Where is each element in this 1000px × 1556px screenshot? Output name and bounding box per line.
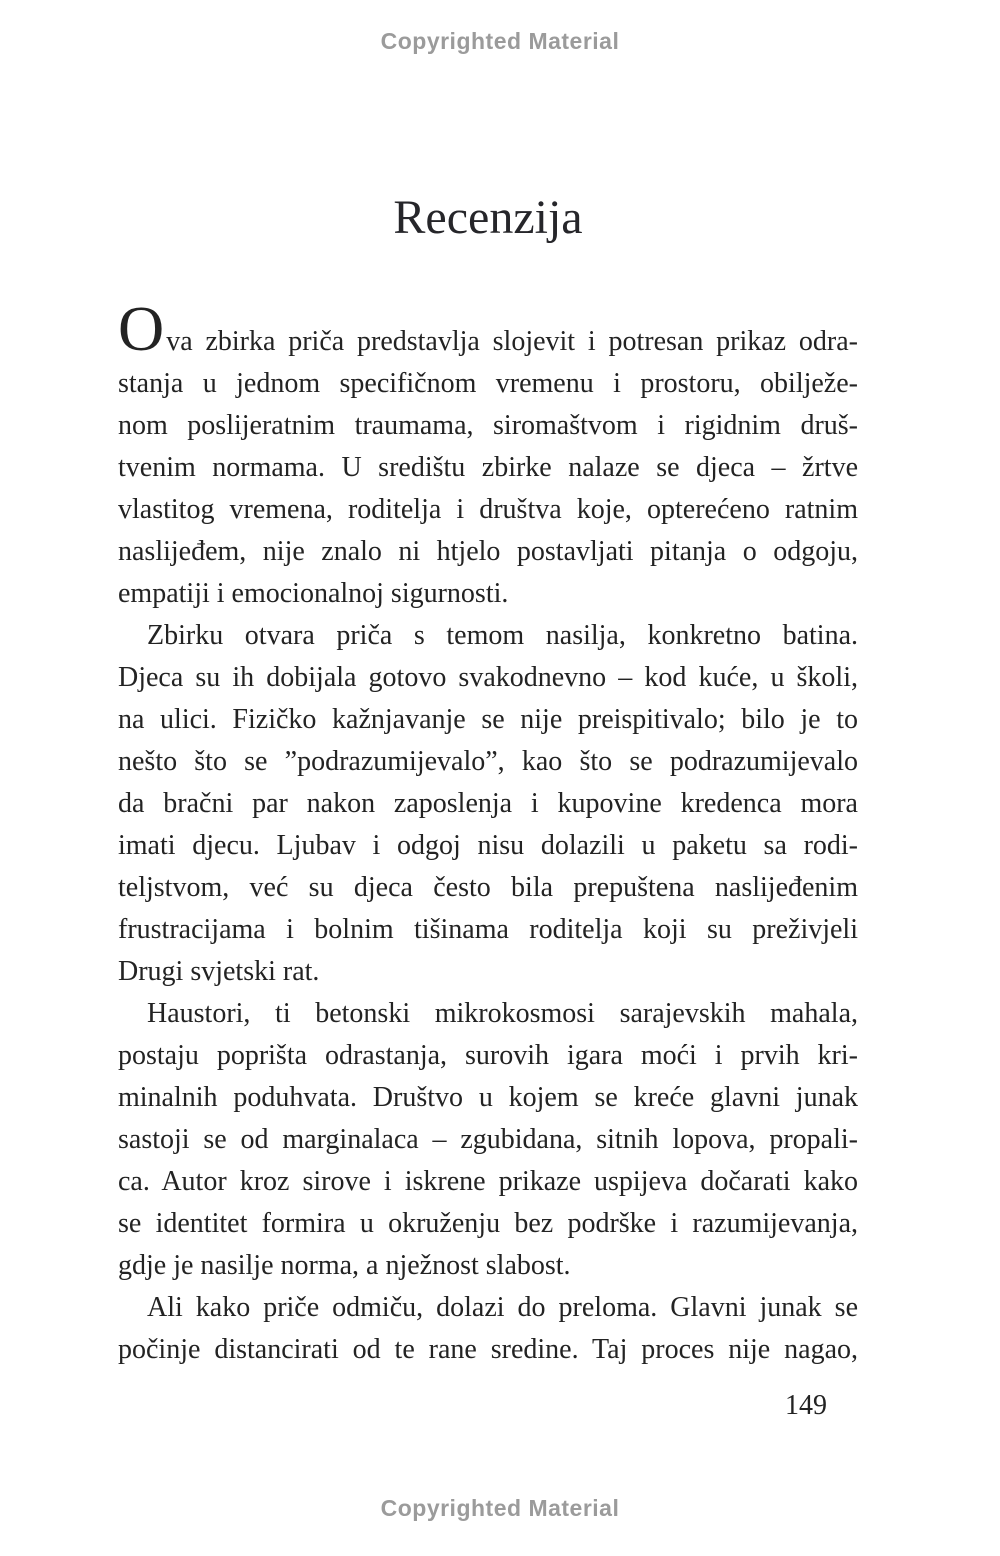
- text-line: [118, 1077, 858, 1119]
- text-line-content: nom poslijeratnim traumama, siromaštvom i rigidnim druš-: [118, 410, 858, 441]
- text-line: [118, 1035, 858, 1077]
- text-line: [118, 1287, 858, 1329]
- text-line: [118, 741, 858, 783]
- text-line: [118, 293, 858, 364]
- text-line: [118, 1161, 858, 1203]
- text-line-content: počinje distancirati od te rane sredine. Taj proces nije nagao,: [118, 1334, 858, 1365]
- text-line-content: Zbirku otvara priča s temom nasilja, konkretno batina.: [147, 620, 858, 651]
- text-line: [118, 615, 858, 657]
- text-line: [118, 447, 858, 489]
- text-line-content: empatiji i emocionalnoj sigurnosti.: [118, 578, 509, 609]
- text-line-content: stanja u jednom specifičnom vremenu i prostoru, obilježe-: [118, 368, 858, 399]
- text-line: [118, 405, 858, 447]
- text-line-content: tvenim normama. U središtu zbirke nalaze se djeca – žrtve: [118, 452, 858, 483]
- text-line-content: va zbirka priča predstavlja slojevit i potresan prikaz odra-: [166, 326, 858, 357]
- text-line-content: da bračni par nakon zaposlenja i kupovine kredenca mora: [118, 788, 858, 819]
- text-line-content: ca. Autor kroz sirove i iskrene prikaze uspijeva dočarati kako: [118, 1166, 858, 1197]
- text-line-content: vlastitog vremena, roditelja i društva koje, opterećeno ratnim: [118, 494, 858, 525]
- text-line: [118, 573, 858, 615]
- text-line-content: minalnih poduhvata. Društvo u kojem se kreće glavni junak: [118, 1082, 858, 1113]
- text-line: [118, 951, 858, 993]
- text-line: [118, 699, 858, 741]
- text-line: [118, 993, 858, 1035]
- text-line-content: Ali kako priče odmiču, dolazi do preloma. Glavni junak se: [147, 1292, 858, 1323]
- review-body: [118, 293, 858, 1371]
- text-line-content: naslijeđem, nije znalo ni htjelo postavljati pitanja o odgoju,: [118, 536, 858, 567]
- text-line-content: teljstvom, već su djeca često bila prepuštena naslijeđenim: [118, 872, 858, 903]
- text-line: [118, 909, 858, 951]
- text-line: [118, 1245, 858, 1287]
- page-title: Recenzija: [393, 191, 583, 244]
- text-line-content: imati djecu. Ljubav i odgoj nisu dolazili u paketu sa rodi-: [118, 830, 858, 861]
- text-line: [118, 531, 858, 573]
- text-line-content: na ulici. Fizičko kažnjavanje se nije preispitivalo; bilo je to: [118, 704, 858, 735]
- text-line: [118, 825, 858, 867]
- text-line: [118, 1119, 858, 1161]
- text-line-content: se identitet formira u okruženju bez podrške i razumijevanja,: [118, 1208, 858, 1239]
- text-line-content: Drugi svjetski rat.: [118, 956, 320, 987]
- text-line-content: sastoji se od marginalaca – zgubidana, sitnih lopova, propali-: [118, 1124, 858, 1155]
- text-line-content: Haustori, ti betonski mikrokosmosi sarajevskih mahala,: [147, 998, 858, 1029]
- text-line: [118, 783, 858, 825]
- text-line: [118, 363, 858, 405]
- copyright-watermark-bottom: Copyrighted Material: [380, 1495, 620, 1521]
- drop-cap: O: [118, 293, 165, 364]
- copyright-watermark-top: Copyrighted Material: [380, 28, 620, 54]
- text-line-content: nešto što se ”podrazumijevalo”, kao što se podrazumijevalo: [118, 746, 858, 777]
- text-line: [118, 1203, 858, 1245]
- text-line-content: Djeca su ih dobijala gotovo svakodnevno – kod kuće, u školi,: [118, 662, 858, 693]
- text-line-content: postaju poprišta odrastanja, surovih igara moći i prvih kri-: [118, 1040, 858, 1071]
- page-number: 149: [785, 1390, 827, 1421]
- text-line: [118, 867, 858, 909]
- text-line: [118, 657, 858, 699]
- text-line-content: frustracijama i bolnim tišinama roditelja koji su preživjeli: [118, 914, 858, 945]
- text-line: [118, 489, 858, 531]
- text-line: [118, 1329, 858, 1371]
- text-line-content: gdje je nasilje norma, a nježnost slabost.: [118, 1250, 571, 1281]
